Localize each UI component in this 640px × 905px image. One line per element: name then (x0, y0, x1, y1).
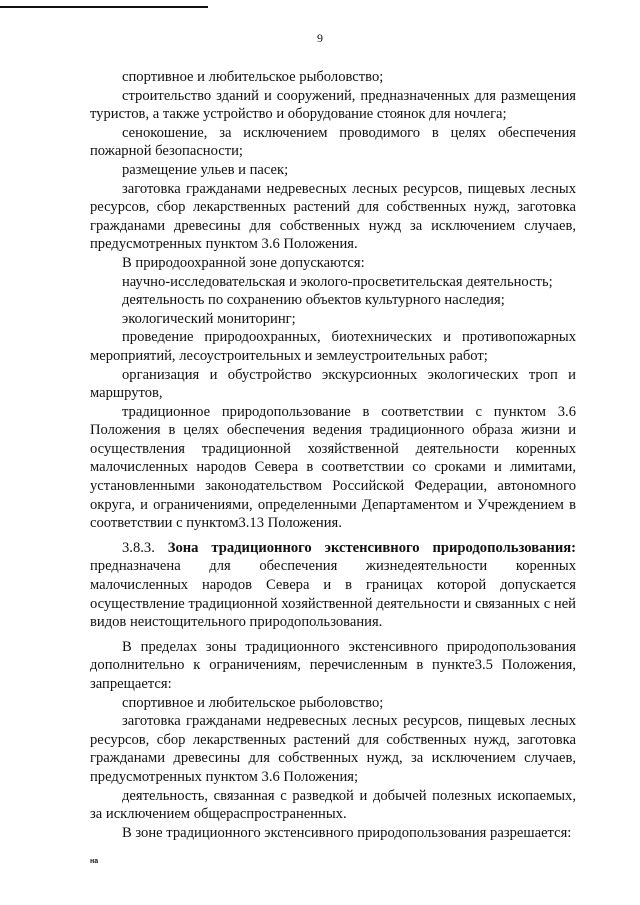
document-body (90, 68, 576, 842)
footer-mark: на (90, 858, 99, 865)
paragraph: организация и обустройство экскурсионных экологических троп и маршрутов, (90, 366, 576, 402)
paragraph: спортивное и любительское рыболовство; (122, 694, 384, 711)
section-paragraph (90, 539, 576, 632)
paragraph: В природоохранной зоне допускаются: (122, 254, 365, 271)
top-rule (0, 6, 208, 8)
paragraph: строительство зданий и сооружений, предназначенных для размещения туристов, а также устройство и оборудование стоянок для ночлега; (90, 87, 576, 123)
paragraph: проведение природоохранных, биотехнических и противопожарных мероприятий, лесоустроительных и землеустроительных работ; (90, 329, 576, 364)
paragraph: В зоне традиционного экстенсивного природопользования разрешается: (122, 824, 572, 841)
paragraph: В пределах зоны традиционного экстенсивного природопользования дополнительно к ограничениям, перечисленным в пункте3.5 Положения, запрещается: (90, 638, 576, 692)
paragraph: научно-исследовательская и эколого-просветительская деятельность; (122, 273, 553, 290)
paragraph: традиционное природопользование в соответствии с пунктом 3.6 Положения в целях обеспечения ведения традиционного образа жизни и осуществления традиционной хозяйственной деятельности коренных малочисленных народов Севера в соответствии со сроками и лимитами, установленными законодательством Российской Федерации, автономного округа, и ограничениями, определенными Департаментом и Учреждением в соответствии с пунктом3.13 Положения. (90, 403, 576, 532)
page-number: 9 (317, 31, 323, 45)
paragraph: сенокошение, за исключением проводимого в целях обеспечения пожарной безопасности; (90, 124, 576, 160)
paragraph: деятельность, связанная с разведкой и добычей полезных ископаемых, за исключением общераспространенных. (90, 787, 576, 823)
paragraph: размещение ульев и пасек; (122, 161, 289, 178)
paragraph: спортивное и любительское рыболовство; (122, 69, 384, 85)
section-title: Зона традиционного экстенсивного природопользования: (167, 539, 576, 556)
paragraph: экологический мониторинг; (122, 310, 296, 327)
paragraph: заготовка гражданами недревесных лесных ресурсов, пищевых лесных ресурсов, сбор лекарственных растений для собственных нужд, заготовка гражданами древесины для собственных нужд, за исключением случаев, предусмотренных пунктом 3.6 Положения; (90, 713, 576, 785)
paragraph: заготовка гражданами недревесных лесных ресурсов, пищевых лесных ресурсов, сбор лекарственных растений для собственных нужд, заготовка гражданами древесины для собственных нужд за исключением случаев, предусмотренных пунктом 3.6 Положения. (90, 180, 576, 253)
section-text: предназначена для обеспечения жизнедеятельности коренных малочисленных народов Севера и в границах которой допускается осуществление традиционной хозяйственной деятельности и связанных с ней видов неистощительного природопользования. (90, 558, 576, 631)
paragraph: деятельность по сохранению объектов культурного наследия; (122, 292, 505, 309)
section-number: 3.8.3. (122, 539, 155, 556)
